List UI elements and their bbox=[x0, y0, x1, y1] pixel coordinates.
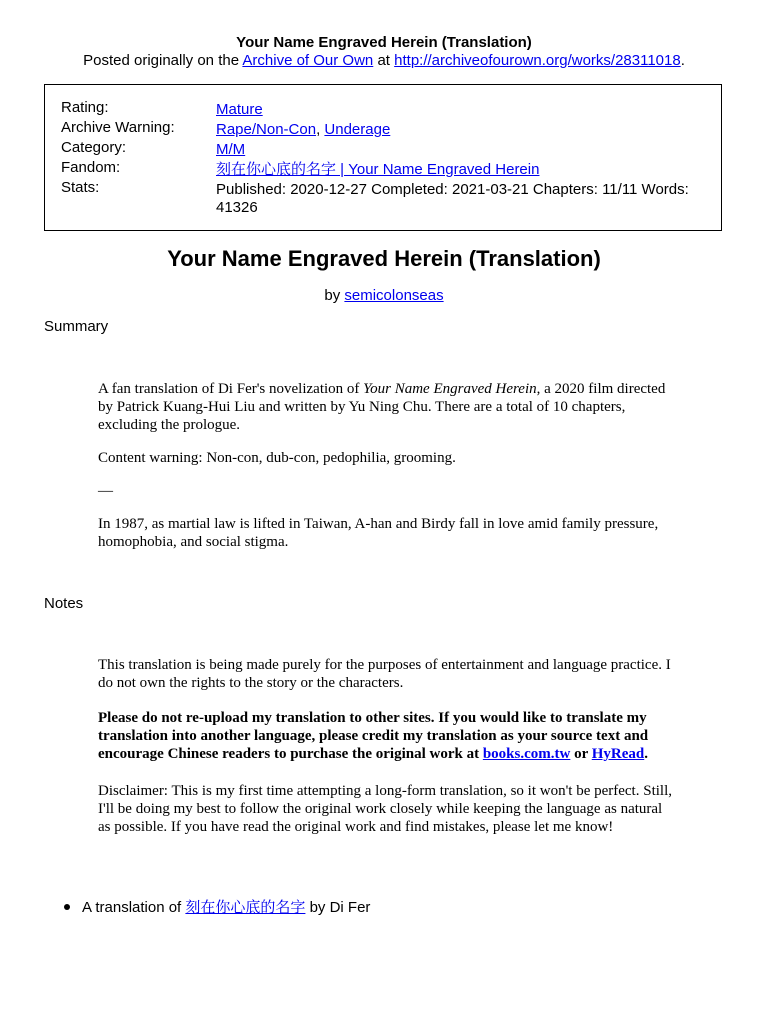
bullet-icon bbox=[64, 904, 70, 910]
posted-period: . bbox=[680, 52, 685, 69]
summary-divider: — bbox=[98, 483, 113, 499]
stats-label: Stats: bbox=[61, 179, 100, 196]
category-link[interactable]: M/M bbox=[216, 141, 246, 158]
posted-prefix: Posted originally on the bbox=[83, 52, 243, 69]
work-url-link[interactable]: http://archiveofourown.org/works/28311018 bbox=[394, 52, 681, 69]
work-title: Your Name Engraved Herein (Translation) bbox=[167, 246, 601, 271]
hyread-link[interactable]: HyRead bbox=[591, 746, 645, 762]
summary-p1-end: , a 2020 film directed by Patrick Kuang-Hui Liu and written by Yu Ning Chu. There are a total of 10 chapters, excluding the prologue. bbox=[98, 381, 666, 433]
archive-link[interactable]: Archive of Our Own bbox=[242, 52, 374, 69]
stats-value: Published: 2020-12-27 Completed: 2021-03-21 Chapters: 11/11 Words: 41326 bbox=[216, 181, 689, 216]
warning-link-underage[interactable]: Underage bbox=[324, 121, 391, 138]
summary-heading: Summary bbox=[44, 318, 109, 335]
source-suffix: by Di Fer bbox=[305, 899, 371, 916]
warning-label: Archive Warning: bbox=[61, 119, 175, 136]
summary-paragraph-2: Content warning: Non-con, dub-con, pedophilia, grooming. bbox=[98, 450, 456, 466]
summary-paragraph-3: In 1987, as martial law is lifted in Taiwan, A-han and Birdy fall in love amid family pressure, homophobia, and social stigma. bbox=[98, 516, 659, 550]
category-label: Category: bbox=[61, 139, 127, 156]
rating-label: Rating: bbox=[61, 99, 109, 116]
source-prefix: A translation of bbox=[82, 899, 186, 916]
source-work-link[interactable]: 刻在你心底的名字 bbox=[185, 899, 306, 916]
notes-paragraph-1: This translation is being made purely for the purposes of entertainment and language practice. I do not own the rights to the story or the characters. bbox=[98, 657, 671, 691]
fandom-label: Fandom: bbox=[61, 159, 121, 176]
film-title-italic: Your Name Engraved Herein bbox=[363, 381, 537, 397]
fandom-link[interactable]: 刻在你心底的名字 | Your Name Engraved Herein bbox=[216, 161, 540, 178]
notes-p2-or: or bbox=[570, 746, 592, 762]
posted-at: at bbox=[373, 52, 395, 69]
notes-p2-end: . bbox=[644, 746, 648, 762]
warning-link-rape[interactable]: Rape/Non-Con bbox=[216, 121, 317, 138]
document-title: Your Name Engraved Herein (Translation) bbox=[236, 34, 532, 51]
notes-paragraph-3: Disclaimer: This is my first time attempting a long-form translation, so it won't be perfect. Still, I'll be doing my best to follow the original work closely while keeping the language as natural as possible. If you have read the original work and find mistakes, please let me know! bbox=[98, 783, 672, 835]
fandom-value bbox=[216, 161, 711, 179]
summary-p1-start: A fan translation of Di Fer's novelization of bbox=[98, 381, 364, 397]
byline-prefix: by bbox=[324, 287, 345, 304]
warning-value bbox=[216, 121, 711, 139]
rating-value bbox=[216, 101, 711, 119]
translation-source-item bbox=[64, 899, 370, 917]
metadata-box bbox=[44, 84, 722, 231]
notes-p2-text: Please do not re-upload my translation to other sites. If you would like to translate my translation into another language, please credit my translation as your source text and encourage Chinese readers to purchase the original work at bbox=[98, 710, 649, 762]
rating-link[interactable]: Mature bbox=[216, 101, 263, 118]
byline bbox=[0, 287, 768, 305]
posted-line bbox=[0, 52, 768, 70]
notes-paragraph-2 bbox=[98, 709, 678, 763]
warning-separator: , bbox=[316, 121, 325, 138]
author-link[interactable]: semicolonseas bbox=[344, 287, 444, 304]
notes-heading: Notes bbox=[44, 595, 84, 612]
summary-paragraph-1 bbox=[98, 380, 678, 434]
category-value bbox=[216, 141, 711, 159]
books-link[interactable]: books.com.tw bbox=[482, 746, 571, 762]
